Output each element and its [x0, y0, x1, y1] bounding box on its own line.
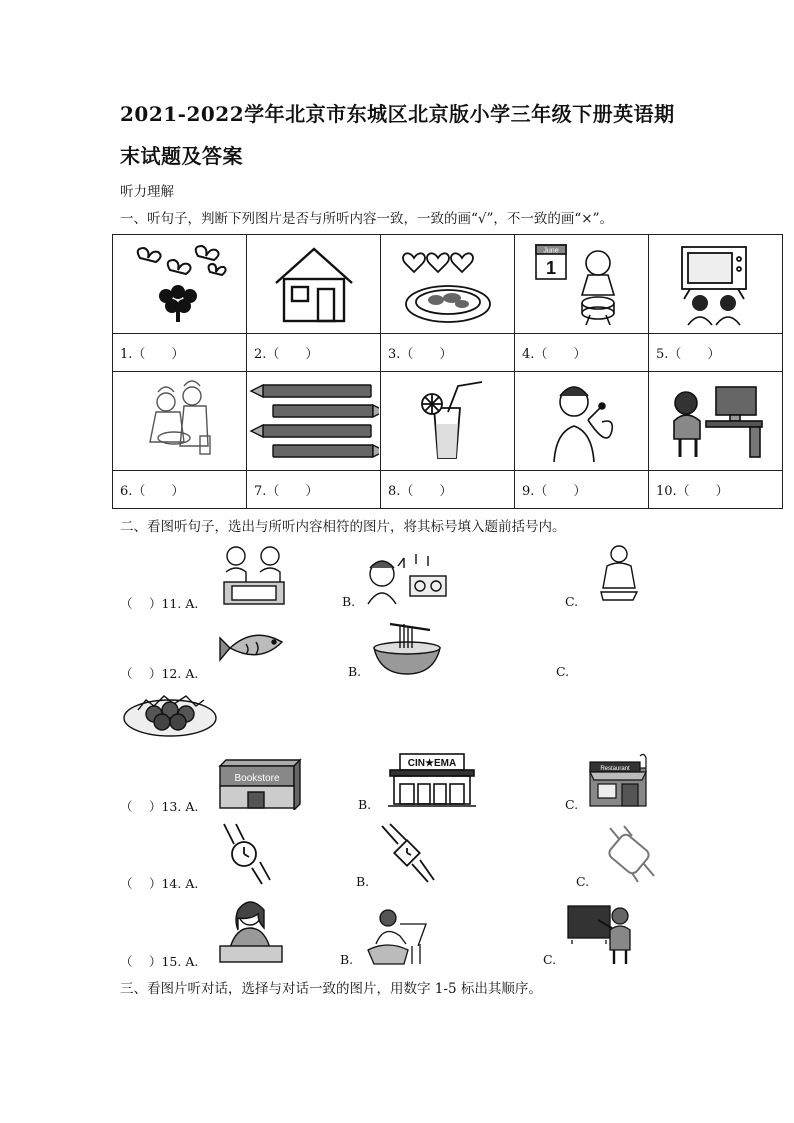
- cell-9: [515, 372, 649, 471]
- kid-drawing-icon: [595, 542, 645, 604]
- part3-instruction: 三、看图片听对话，选择与对话一致的图片，用数字 1-5 标出其顺序。: [120, 981, 542, 997]
- calendar-month: June: [542, 247, 559, 255]
- bookstore-sign: Bookstore: [234, 773, 280, 784]
- q11-option-b[interactable]: B.: [342, 594, 356, 609]
- q13-label[interactable]: （ ）13. A.: [120, 799, 199, 814]
- calendar-day: 1: [545, 258, 556, 278]
- q12-option-b[interactable]: B.: [348, 664, 362, 679]
- boy-drum-calendar-icon: [534, 241, 630, 327]
- q12-option-c[interactable]: C.: [556, 664, 570, 679]
- house-icon: [272, 245, 356, 323]
- part2-instruction: 二、看图听句子，选出与所听内容相符的图片，将其标号填入题前括号内。: [120, 519, 566, 535]
- pencils-icon: [249, 381, 379, 461]
- cell-3: [381, 235, 515, 334]
- answer-5[interactable]: 5.（ ）: [649, 334, 783, 372]
- girl-writing-icon: [218, 898, 284, 964]
- answer-9[interactable]: 9.（ ）: [515, 471, 649, 509]
- teacher-blackboard-icon: [566, 900, 638, 966]
- part1-instruction: 一、听句子，判断下列图片是否与所听内容一致，一致的画“√”，不一致的画“×”。: [120, 211, 614, 227]
- kids-watching-tv-icon: [670, 241, 762, 327]
- noodles-icon: [370, 620, 444, 676]
- girl-studying-icon: [360, 904, 434, 966]
- answer-10[interactable]: 10.（ ）: [649, 471, 783, 509]
- kids-board-game-icon: [218, 542, 290, 608]
- answer-2[interactable]: 2.（ ）: [247, 334, 381, 372]
- cell-5: [649, 235, 783, 334]
- restaurant-sign: Restaurant: [600, 766, 630, 772]
- q14-label[interactable]: （ ）14. A.: [120, 876, 199, 891]
- q14-option-c[interactable]: C.: [576, 874, 590, 889]
- watch-b-icon: [378, 822, 436, 886]
- cinema-icon: [386, 752, 478, 808]
- singer-icon: [542, 378, 622, 464]
- q11-option-c[interactable]: C.: [565, 594, 579, 609]
- cell-1: [113, 235, 247, 334]
- computer-desk-icon: [666, 381, 766, 461]
- q15-option-c[interactable]: C.: [543, 952, 557, 967]
- document-title-line-2: 末试题及答案: [120, 144, 243, 168]
- juice-icon: [408, 378, 488, 464]
- answer-6[interactable]: 6.（ ）: [113, 471, 247, 509]
- restaurant-icon: [588, 752, 648, 808]
- cinema-sign: CIN★EMA: [407, 758, 457, 769]
- q12-label[interactable]: （ ）12. A.: [120, 666, 199, 681]
- document-title-line-1: 2021-2022学年北京市东城区北京版小学三年级下册英语期: [120, 102, 675, 126]
- q13-option-b[interactable]: B.: [358, 797, 372, 812]
- part1-picture-table: [112, 234, 783, 509]
- answer-8[interactable]: 8.（ ）: [381, 471, 515, 509]
- plate-hearts-icon: [400, 242, 496, 326]
- cell-6: [113, 372, 247, 471]
- cell-10: [649, 372, 783, 471]
- fish-icon: [218, 624, 292, 672]
- answer-3[interactable]: 3.（ ）: [381, 334, 515, 372]
- cell-2: [247, 235, 381, 334]
- q15-option-b[interactable]: B.: [340, 952, 354, 967]
- q13-option-c[interactable]: C.: [565, 797, 579, 812]
- boy-radio-music-icon: [364, 548, 454, 606]
- meatballs-plate-icon: [122, 686, 218, 738]
- answer-4[interactable]: 4.（ ）: [515, 334, 649, 372]
- answer-1[interactable]: 1.（ ）: [113, 334, 247, 372]
- butterflies-flowers-icon: [132, 244, 228, 324]
- cell-8: [381, 372, 515, 471]
- cooking-icon: [140, 378, 220, 464]
- bookstore-icon: [218, 758, 302, 810]
- answer-7[interactable]: 7.（ ）: [247, 471, 381, 509]
- watch-a-icon: [218, 822, 272, 886]
- q11-label[interactable]: （ ）11. A.: [120, 596, 199, 611]
- q14-option-b[interactable]: B.: [356, 874, 370, 889]
- cell-4: [515, 235, 649, 334]
- section-heading: 听力理解: [120, 184, 174, 200]
- smartwatch-icon: [600, 824, 660, 886]
- q15-label[interactable]: （ ）15. A.: [120, 954, 199, 969]
- cell-7: [247, 372, 381, 471]
